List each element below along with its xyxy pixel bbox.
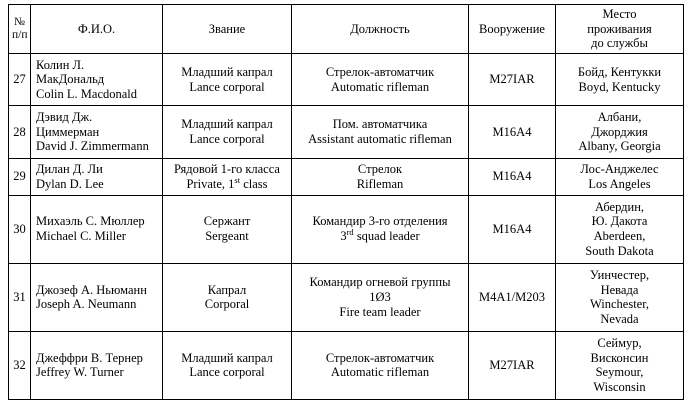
position-ru: Командир огневой группы [309, 275, 451, 290]
fullname-en: Jeffrey W. Turner [36, 365, 124, 380]
rank-en-postfix: class [240, 176, 268, 191]
residence-ru-line1: Абердин, [594, 199, 645, 214]
cell-weapon: M27IAR [469, 53, 556, 105]
residence-ru-line1: Бойд, Кентукки [577, 64, 662, 79]
cell-fullname [31, 53, 163, 105]
cell-position [292, 195, 469, 263]
position-en [295, 226, 465, 244]
fullname-ru-line1: Колин Л. [36, 57, 85, 72]
header-residence-line1: Место [602, 7, 637, 21]
fullname-ru-line1: Джозеф А. Ньюманн [36, 282, 147, 297]
header-row [9, 5, 684, 54]
position-ru: Пом. автоматчика [332, 117, 428, 132]
fullname-ru-line1: Михаэль С. Мюллер [36, 214, 145, 229]
cell-position [292, 158, 469, 195]
residence-ru-line1: Сеймур, [597, 336, 642, 351]
header-rank-label: Звание [208, 21, 246, 36]
cell-position [292, 263, 469, 331]
position-team-code: 1Ø3 [369, 289, 391, 304]
cell-position [292, 53, 469, 105]
residence-ru-line1: Лос-Анджелес [580, 162, 659, 177]
fullname-ru-line2: Циммерман [36, 124, 100, 139]
cell-residence [556, 158, 684, 195]
position-en-postfix: squad leader [353, 229, 420, 244]
cell-weapon: M4A1/M203 [469, 263, 556, 331]
cell-rank [163, 53, 292, 105]
cell-residence [556, 263, 684, 331]
cell-fullname [31, 158, 163, 195]
residence-en-line1: Albany, Georgia [578, 139, 661, 154]
table-row [9, 331, 684, 399]
cell-fullname [31, 106, 163, 158]
fullname-ru-line2: МакДональд [36, 72, 105, 87]
position-en: Automatic rifleman [330, 79, 430, 94]
residence-en-line2: Nevada [600, 311, 639, 326]
residence-en-line1: Aberdeen, [593, 229, 646, 244]
fullname-en: Joseph A. Neumann [36, 297, 137, 312]
cell-fullname [31, 195, 163, 263]
column-header-rank [163, 5, 292, 54]
fullname-en: David J. Zimmermann [36, 139, 149, 154]
header-fullname-label: Ф.И.О. [77, 21, 116, 36]
position-ru: Командир 3-го отделения [312, 214, 448, 229]
cell-weapon: M16A4 [469, 195, 556, 263]
fullname-en: Dylan D. Lee [36, 176, 104, 191]
column-header-residence [556, 5, 684, 54]
table-row [9, 158, 684, 195]
column-header-fullname [31, 5, 163, 54]
cell-rank [163, 158, 292, 195]
position-en: Automatic rifleman [330, 365, 430, 380]
table-header [9, 5, 684, 54]
personnel-roster-table [8, 4, 684, 400]
residence-en-line1: Seymour, [595, 365, 644, 380]
cell-weapon: M16A4 [469, 106, 556, 158]
residence-ru-line1: Уинчестер, [589, 267, 650, 282]
position-ru: Стрелок [357, 162, 403, 177]
table-row [9, 53, 684, 105]
cell-number: 32 [9, 331, 31, 399]
rank-ru: Младший капрал [181, 350, 273, 365]
cell-rank [163, 331, 292, 399]
residence-en-line2: Wisconsin [593, 380, 646, 395]
position-en: Assistant automatic rifleman [308, 132, 452, 147]
rank-en: Lance corporal [189, 132, 265, 147]
cell-rank [163, 195, 292, 263]
residence-ru-line2: Висконсин [590, 350, 649, 365]
fullname-ru-line1: Джеффри В. Тернер [36, 350, 143, 365]
header-residence-line3: до службы [591, 36, 648, 51]
cell-number: 27 [9, 53, 31, 105]
cell-fullname [31, 263, 163, 331]
header-weapon-label: Вооружение [479, 21, 545, 36]
cell-number: 28 [9, 106, 31, 158]
position-en-prefix: 3 [340, 229, 347, 244]
cell-residence [556, 53, 684, 105]
header-number-line2: п/п [12, 28, 28, 41]
position-ru: Стрелок-автоматчик [325, 350, 435, 365]
position-en: Rifleman [356, 176, 404, 191]
residence-ru-line1: Албани, [597, 110, 642, 125]
cell-position [292, 331, 469, 399]
cell-fullname [31, 331, 163, 399]
rank-en: Sergeant [205, 229, 249, 244]
rank-en [166, 174, 288, 192]
position-en-ordinal-suffix: rd [346, 226, 354, 237]
table-body [9, 53, 684, 399]
cell-weapon: M27IAR [469, 331, 556, 399]
rank-ru: Сержант [203, 214, 251, 229]
cell-residence [556, 106, 684, 158]
residence-en-line2: South Dakota [585, 243, 654, 258]
table-row [9, 263, 684, 331]
position-en: Fire team leader [339, 304, 421, 319]
cell-number: 31 [9, 263, 31, 331]
residence-en-line1: Winchester, [589, 297, 650, 312]
cell-weapon: M16A4 [469, 158, 556, 195]
residence-en-line1: Boyd, Kentucky [578, 79, 661, 94]
header-residence-line2: проживания [587, 21, 652, 36]
cell-rank [163, 106, 292, 158]
fullname-en: Colin L. Macdonald [36, 86, 138, 101]
fullname-ru-line1: Дэвид Дж. [36, 110, 93, 125]
rank-en-prefix: Private, 1 [186, 176, 235, 191]
rank-en: Lance corporal [189, 365, 265, 380]
column-header-weapon [469, 5, 556, 54]
column-header-number [9, 5, 31, 54]
header-number-line1: № [14, 16, 25, 29]
cell-rank [163, 263, 292, 331]
rank-en-ordinal-suffix: st [234, 174, 241, 185]
cell-number: 29 [9, 158, 31, 195]
residence-ru-line2: Джорджия [591, 124, 648, 139]
rank-ru: Младший капрал [181, 117, 273, 132]
rank-ru: Рядовой 1-го класса [174, 162, 280, 177]
cell-residence [556, 331, 684, 399]
fullname-en: Michael C. Miller [36, 229, 126, 244]
residence-ru-line2: Невада [600, 282, 639, 297]
column-header-position [292, 5, 469, 54]
rank-en: Lance corporal [189, 79, 265, 94]
cell-number: 30 [9, 195, 31, 263]
residence-ru-line2: Ю. Дакота [591, 214, 648, 229]
cell-position [292, 106, 469, 158]
table-row [9, 106, 684, 158]
cell-residence [556, 195, 684, 263]
rank-en: Corporal [204, 297, 250, 312]
fullname-ru-line1: Дилан Д. Ли [36, 162, 103, 177]
rank-ru: Младший капрал [181, 64, 273, 79]
position-ru: Стрелок-автоматчик [325, 64, 435, 79]
rank-ru: Капрал [207, 282, 247, 297]
header-position-label: Должность [350, 21, 410, 36]
table-row [9, 195, 684, 263]
residence-en-line1: Los Angeles [588, 176, 651, 191]
